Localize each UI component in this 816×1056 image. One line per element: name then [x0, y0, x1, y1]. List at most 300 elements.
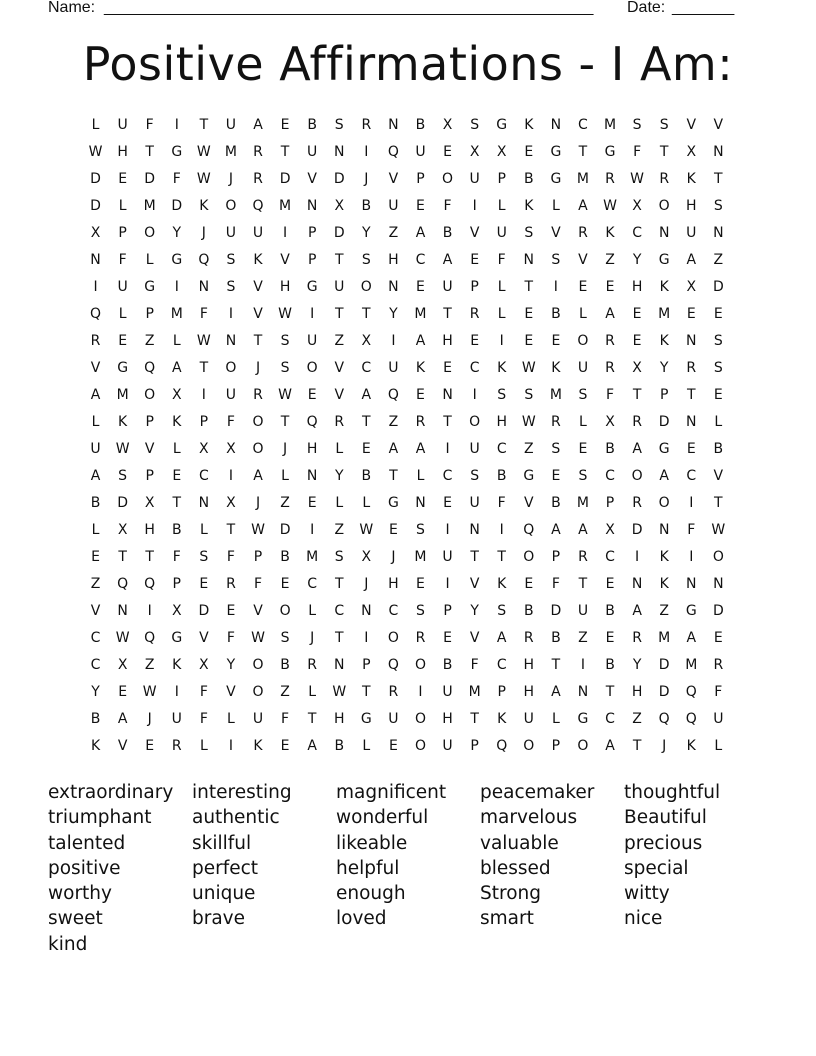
grid-letter[interactable]: G	[577, 711, 589, 727]
grid-letter[interactable]: K	[253, 738, 263, 754]
grid-letter[interactable]: K	[551, 360, 561, 376]
grid-letter[interactable]: G	[523, 468, 535, 484]
grid-letter[interactable]: I	[228, 738, 233, 754]
grid-letter[interactable]: H	[333, 711, 345, 727]
grid-letter[interactable]: E	[686, 441, 696, 457]
grid-letter[interactable]: E	[388, 738, 398, 754]
grid-letter[interactable]: K	[524, 198, 534, 214]
grid-letter[interactable]: U	[225, 225, 237, 241]
grid-letter[interactable]: O	[252, 684, 264, 700]
grid-letter[interactable]: S	[524, 225, 534, 241]
grid-letter[interactable]: F	[118, 252, 127, 268]
grid-letter[interactable]: U	[388, 360, 399, 376]
grid-letter[interactable]: U	[496, 225, 507, 241]
grid-letter[interactable]: A	[415, 225, 426, 241]
grid-letter[interactable]: L	[497, 306, 506, 322]
grid-letter[interactable]: S	[280, 360, 290, 376]
grid-letter[interactable]: X	[117, 522, 128, 538]
grid-letter[interactable]: J	[364, 171, 369, 187]
grid-letter[interactable]: E	[470, 252, 480, 268]
grid-letter[interactable]: J	[228, 171, 233, 187]
grid-letter[interactable]: W	[332, 684, 347, 700]
grid-letter[interactable]: S	[713, 333, 723, 349]
grid-letter[interactable]: V	[280, 252, 290, 268]
grid-letter[interactable]: A	[686, 252, 697, 268]
grid-letter[interactable]: A	[632, 441, 642, 457]
grid-letter[interactable]: I	[445, 576, 450, 592]
grid-letter[interactable]: T	[362, 684, 371, 700]
grid-letter[interactable]: R	[334, 414, 345, 430]
grid-letter[interactable]: N	[469, 522, 480, 538]
grid-letter[interactable]: K	[605, 225, 615, 241]
grid-letter[interactable]: L	[91, 522, 100, 538]
grid-letter[interactable]: P	[551, 549, 561, 565]
grid-letter[interactable]: J	[255, 495, 261, 511]
grid-letter[interactable]: S	[361, 252, 371, 268]
grid-letter[interactable]: K	[90, 738, 101, 754]
grid-letter[interactable]: B	[523, 171, 534, 187]
grid-letter[interactable]: I	[689, 495, 694, 511]
grid-letter[interactable]: B	[90, 711, 101, 727]
grid-letter[interactable]: I	[174, 117, 179, 133]
grid-letter[interactable]: I	[174, 684, 179, 700]
grid-letter[interactable]: J	[201, 225, 206, 241]
grid-letter[interactable]: Y	[226, 657, 236, 673]
grid-letter[interactable]: H	[685, 198, 697, 214]
grid-letter[interactable]: L	[579, 306, 587, 322]
grid-letter[interactable]: K	[199, 198, 209, 214]
grid-letter[interactable]: A	[90, 387, 101, 403]
grid-letter[interactable]: C	[442, 468, 453, 484]
grid-letter[interactable]: T	[118, 549, 127, 565]
grid-letter[interactable]: U	[225, 117, 237, 133]
grid-letter[interactable]: X	[226, 495, 236, 511]
grid-letter[interactable]: V	[90, 360, 101, 376]
grid-letter[interactable]: T	[334, 576, 344, 592]
grid-letter[interactable]: B	[551, 495, 561, 511]
grid-letter[interactable]: E	[551, 333, 561, 349]
grid-letter[interactable]: M	[170, 306, 183, 322]
grid-letter[interactable]: K	[497, 711, 507, 727]
grid-letter[interactable]: P	[118, 225, 127, 241]
grid-letter[interactable]: Z	[523, 441, 534, 457]
grid-letter[interactable]: S	[551, 252, 561, 268]
grid-letter[interactable]: Y	[91, 684, 100, 700]
grid-letter[interactable]: S	[578, 387, 588, 403]
grid-letter[interactable]: J	[662, 738, 667, 754]
grid-letter[interactable]: B	[280, 657, 290, 673]
grid-letter[interactable]: L	[362, 738, 371, 754]
grid-letter[interactable]: P	[307, 225, 317, 241]
grid-letter[interactable]: D	[117, 495, 128, 511]
grid-letter[interactable]: O	[523, 549, 535, 565]
grid-letter[interactable]: Z	[334, 522, 345, 538]
grid-letter[interactable]: D	[198, 603, 210, 619]
grid-letter[interactable]: S	[470, 468, 480, 484]
grid-letter[interactable]: T	[659, 144, 669, 160]
grid-letter[interactable]: M	[143, 198, 156, 214]
grid-letter[interactable]: Z	[334, 333, 345, 349]
grid-letter[interactable]: B	[551, 306, 561, 322]
grid-letter[interactable]: V	[388, 171, 399, 187]
grid-letter[interactable]: U	[334, 279, 345, 295]
grid-letter[interactable]: T	[605, 684, 615, 700]
grid-letter[interactable]: Z	[144, 333, 155, 349]
grid-letter[interactable]: Y	[470, 603, 479, 619]
grid-letter[interactable]: E	[443, 630, 452, 646]
grid-letter[interactable]: E	[713, 630, 723, 646]
grid-letter[interactable]: Q	[387, 387, 399, 403]
grid-letter[interactable]: P	[253, 549, 263, 565]
grid-letter[interactable]: V	[226, 684, 236, 700]
grid-letter[interactable]: E	[578, 279, 588, 295]
grid-letter[interactable]: O	[658, 198, 670, 214]
grid-letter[interactable]: T	[470, 549, 479, 565]
grid-letter[interactable]: E	[605, 576, 615, 592]
grid-letter[interactable]: F	[226, 630, 235, 646]
grid-letter[interactable]: V	[469, 630, 480, 646]
grid-letter[interactable]: G	[171, 252, 183, 268]
grid-letter[interactable]: A	[632, 603, 642, 619]
grid-letter[interactable]: E	[443, 495, 452, 511]
grid-letter[interactable]: T	[632, 387, 642, 403]
grid-letter[interactable]: B	[334, 738, 345, 754]
grid-letter[interactable]: H	[117, 144, 128, 160]
grid-letter[interactable]: Q	[496, 738, 508, 754]
grid-letter[interactable]: Y	[362, 225, 371, 241]
grid-letter[interactable]: I	[580, 657, 586, 673]
grid-letter[interactable]: L	[497, 279, 506, 295]
grid-letter[interactable]: Q	[387, 144, 399, 160]
grid-letter[interactable]: V	[144, 441, 155, 457]
grid-letter[interactable]: P	[443, 603, 452, 619]
grid-letter[interactable]: Q	[144, 360, 156, 376]
grid-letter[interactable]: D	[144, 171, 156, 187]
grid-letter[interactable]: K	[415, 360, 426, 376]
grid-letter[interactable]: F	[226, 414, 235, 430]
grid-letter[interactable]: A	[551, 684, 561, 700]
grid-letter[interactable]: S	[199, 549, 209, 565]
grid-letter[interactable]: J	[255, 360, 261, 376]
grid-letter[interactable]: B	[496, 468, 507, 484]
grid-letter[interactable]: R	[361, 117, 372, 133]
grid-letter[interactable]: P	[145, 306, 154, 322]
grid-letter[interactable]: V	[307, 171, 317, 187]
grid-letter[interactable]: M	[468, 684, 481, 700]
grid-letter[interactable]: R	[226, 576, 236, 592]
grid-letter[interactable]: S	[118, 468, 128, 484]
grid-letter[interactable]: O	[414, 738, 426, 754]
grid-letter[interactable]: H	[388, 576, 399, 592]
grid-letter[interactable]: T	[199, 117, 209, 133]
grid-letter[interactable]: P	[416, 171, 425, 187]
grid-letter[interactable]: N	[361, 603, 372, 619]
grid-letter[interactable]: F	[605, 387, 615, 403]
date-blank[interactable]: _______	[672, 0, 735, 16]
grid-letter[interactable]: T	[686, 387, 696, 403]
grid-letter[interactable]: P	[605, 495, 615, 511]
grid-letter[interactable]: N	[334, 144, 345, 160]
grid-letter[interactable]: Q	[198, 252, 210, 268]
grid-letter[interactable]: N	[225, 333, 237, 349]
grid-letter[interactable]: K	[659, 279, 669, 295]
grid-letter[interactable]: G	[306, 279, 318, 295]
grid-letter[interactable]: Z	[632, 711, 642, 727]
grid-letter[interactable]: O	[252, 414, 264, 430]
grid-letter[interactable]: Z	[659, 603, 669, 619]
grid-letter[interactable]: E	[416, 279, 425, 295]
grid-letter[interactable]: L	[199, 738, 208, 754]
grid-letter[interactable]: S	[470, 117, 480, 133]
grid-letter[interactable]: F	[226, 549, 235, 565]
grid-letter[interactable]: U	[469, 495, 480, 511]
grid-letter[interactable]: N	[713, 576, 724, 592]
grid-letter[interactable]: F	[470, 657, 479, 673]
grid-letter[interactable]: C	[686, 468, 697, 484]
grid-letter[interactable]: D	[658, 414, 670, 430]
grid-letter[interactable]: W	[278, 306, 292, 322]
grid-letter[interactable]: K	[659, 576, 669, 592]
grid-letter[interactable]: D	[333, 171, 345, 187]
grid-letter[interactable]: V	[334, 360, 345, 376]
grid-letter[interactable]: N	[198, 495, 210, 511]
grid-letter[interactable]: G	[171, 144, 183, 160]
grid-letter[interactable]: K	[497, 576, 507, 592]
grid-letter[interactable]: T	[551, 657, 561, 673]
grid-letter[interactable]: I	[310, 306, 315, 322]
grid-letter[interactable]: E	[632, 306, 642, 322]
grid-letter[interactable]: V	[686, 117, 697, 133]
grid-letter[interactable]: A	[90, 468, 101, 484]
grid-letter[interactable]: H	[631, 684, 643, 700]
grid-letter[interactable]: F	[199, 711, 208, 727]
grid-letter[interactable]: E	[443, 360, 452, 376]
grid-letter[interactable]: I	[174, 279, 179, 295]
grid-letter[interactable]: X	[605, 522, 615, 538]
grid-letter[interactable]: N	[415, 495, 426, 511]
name-blank[interactable]: _______________________________________________________	[104, 0, 594, 16]
grid-letter[interactable]: Z	[388, 225, 399, 241]
grid-letter[interactable]: K	[686, 738, 696, 754]
grid-letter[interactable]: C	[334, 603, 345, 619]
grid-letter[interactable]: W	[88, 144, 103, 160]
grid-letter[interactable]: H	[523, 657, 535, 673]
grid-letter[interactable]: C	[496, 657, 507, 673]
grid-letter[interactable]: K	[659, 549, 669, 565]
grid-letter[interactable]: O	[414, 711, 426, 727]
grid-letter[interactable]: I	[228, 468, 233, 484]
grid-letter[interactable]: C	[469, 360, 480, 376]
grid-letter[interactable]: R	[253, 144, 263, 160]
grid-letter[interactable]: T	[253, 333, 263, 349]
grid-letter[interactable]: V	[469, 225, 480, 241]
grid-letter[interactable]: F	[551, 576, 560, 592]
grid-letter[interactable]: Y	[659, 360, 669, 376]
grid-letter[interactable]: R	[307, 657, 318, 673]
grid-letter[interactable]: U	[577, 603, 589, 619]
grid-letter[interactable]: D	[279, 522, 291, 538]
grid-letter[interactable]: M	[279, 198, 292, 214]
grid-letter[interactable]: M	[116, 387, 129, 403]
grid-letter[interactable]: U	[713, 711, 724, 727]
grid-letter[interactable]: L	[118, 198, 127, 214]
grid-letter[interactable]: P	[659, 387, 669, 403]
grid-letter[interactable]: X	[334, 198, 345, 214]
grid-letter[interactable]: E	[118, 333, 128, 349]
grid-letter[interactable]: B	[713, 441, 724, 457]
grid-letter[interactable]: Z	[144, 657, 155, 673]
grid-letter[interactable]: T	[145, 144, 154, 160]
grid-letter[interactable]: A	[551, 522, 561, 538]
grid-letter[interactable]: X	[117, 657, 128, 673]
grid-letter[interactable]: I	[472, 387, 477, 403]
grid-letter[interactable]: I	[93, 279, 98, 295]
grid-letter[interactable]: U	[442, 549, 453, 565]
grid-letter[interactable]: F	[145, 117, 154, 133]
grid-letter[interactable]: O	[306, 360, 318, 376]
grid-letter[interactable]: O	[144, 225, 156, 241]
grid-letter[interactable]: M	[576, 495, 589, 511]
grid-letter[interactable]: E	[632, 333, 642, 349]
grid-letter[interactable]: H	[279, 279, 291, 295]
grid-letter[interactable]: X	[442, 117, 453, 133]
grid-letter[interactable]: U	[442, 684, 453, 700]
grid-letter[interactable]: C	[605, 468, 615, 484]
grid-letter[interactable]: H	[306, 441, 318, 457]
grid-letter[interactable]: X	[632, 198, 642, 214]
grid-letter[interactable]: E	[118, 684, 128, 700]
grid-letter[interactable]: N	[442, 387, 453, 403]
grid-letter[interactable]: H	[496, 414, 507, 430]
grid-letter[interactable]: G	[550, 171, 562, 187]
grid-letter[interactable]: I	[445, 441, 450, 457]
grid-letter[interactable]: R	[469, 306, 480, 322]
grid-letter[interactable]: G	[685, 603, 697, 619]
grid-letter[interactable]: P	[199, 414, 209, 430]
grid-letter[interactable]: B	[361, 468, 372, 484]
grid-letter[interactable]: F	[199, 306, 208, 322]
grid-letter[interactable]: A	[659, 468, 669, 484]
grid-letter[interactable]: T	[524, 279, 534, 295]
grid-letter[interactable]: J	[283, 441, 288, 457]
grid-letter[interactable]: S	[416, 603, 425, 619]
grid-letter[interactable]: G	[658, 252, 670, 268]
grid-letter[interactable]: J	[147, 711, 152, 727]
grid-letter[interactable]: X	[226, 441, 236, 457]
grid-letter[interactable]: F	[497, 252, 506, 268]
grid-letter[interactable]: W	[251, 522, 265, 538]
grid-letter[interactable]: X	[144, 495, 155, 511]
grid-letter[interactable]: R	[415, 414, 426, 430]
grid-letter[interactable]: V	[578, 252, 588, 268]
grid-letter[interactable]: V	[117, 738, 128, 754]
grid-letter[interactable]: L	[227, 711, 235, 727]
grid-letter[interactable]: A	[388, 441, 399, 457]
grid-letter[interactable]: P	[470, 279, 479, 295]
grid-letter[interactable]: G	[144, 279, 156, 295]
grid-letter[interactable]: E	[361, 441, 371, 457]
grid-letter[interactable]: P	[551, 738, 561, 754]
grid-letter[interactable]: M	[414, 549, 427, 565]
grid-letter[interactable]: G	[658, 441, 670, 457]
grid-letter[interactable]: S	[713, 198, 723, 214]
grid-letter[interactable]: V	[199, 630, 209, 646]
grid-letter[interactable]: O	[469, 414, 481, 430]
grid-letter[interactable]: O	[279, 603, 291, 619]
grid-letter[interactable]: I	[499, 333, 504, 349]
grid-letter[interactable]: L	[579, 414, 587, 430]
grid-letter[interactable]: V	[713, 117, 724, 133]
grid-letter[interactable]: E	[605, 279, 615, 295]
grid-letter[interactable]: Z	[605, 252, 615, 268]
grid-letter[interactable]: H	[388, 252, 399, 268]
grid-letter[interactable]: S	[551, 441, 561, 457]
grid-letter[interactable]: N	[198, 279, 210, 295]
grid-letter[interactable]: F	[714, 684, 723, 700]
grid-letter[interactable]: E	[713, 306, 723, 322]
grid-letter[interactable]: F	[172, 549, 181, 565]
grid-letter[interactable]: N	[388, 279, 399, 295]
grid-letter[interactable]: B	[280, 549, 290, 565]
grid-letter[interactable]: S	[578, 468, 588, 484]
grid-letter[interactable]: R	[686, 360, 697, 376]
grid-letter[interactable]: P	[307, 252, 317, 268]
grid-letter[interactable]: M	[658, 306, 671, 322]
grid-letter[interactable]: Y	[172, 225, 182, 241]
grid-letter[interactable]: U	[577, 360, 589, 376]
grid-letter[interactable]: D	[658, 657, 670, 673]
grid-letter[interactable]: C	[415, 252, 426, 268]
grid-letter[interactable]: U	[388, 198, 399, 214]
grid-letter[interactable]: O	[523, 738, 535, 754]
grid-letter[interactable]: I	[472, 198, 477, 214]
grid-letter[interactable]: U	[252, 225, 264, 241]
grid-letter[interactable]: T	[497, 549, 506, 565]
grid-letter[interactable]: P	[145, 414, 154, 430]
grid-letter[interactable]: D	[279, 171, 291, 187]
grid-letter[interactable]: E	[388, 522, 398, 538]
grid-letter[interactable]: I	[418, 684, 423, 700]
grid-letter[interactable]: B	[361, 198, 372, 214]
grid-letter[interactable]: E	[524, 306, 534, 322]
grid-letter[interactable]: D	[90, 171, 101, 187]
grid-letter[interactable]: E	[524, 576, 534, 592]
grid-letter[interactable]: U	[252, 711, 264, 727]
grid-letter[interactable]: X	[199, 657, 209, 673]
grid-letter[interactable]: Q	[117, 576, 129, 592]
grid-letter[interactable]: T	[362, 414, 371, 430]
grid-letter[interactable]: I	[228, 306, 233, 322]
grid-letter[interactable]: C	[578, 117, 588, 133]
grid-letter[interactable]: O	[442, 171, 454, 187]
grid-letter[interactable]: E	[307, 387, 317, 403]
grid-letter[interactable]: O	[577, 333, 589, 349]
grid-letter[interactable]: W	[142, 684, 157, 700]
grid-letter[interactable]: L	[308, 603, 317, 619]
grid-letter[interactable]: L	[335, 441, 344, 457]
grid-letter[interactable]: G	[604, 144, 616, 160]
grid-letter[interactable]: C	[605, 711, 615, 727]
grid-letter[interactable]: A	[686, 630, 697, 646]
grid-letter[interactable]: K	[172, 657, 182, 673]
grid-letter[interactable]: U	[469, 441, 480, 457]
grid-letter[interactable]: R	[605, 171, 615, 187]
grid-letter[interactable]: S	[280, 630, 290, 646]
grid-letter[interactable]: B	[90, 495, 101, 511]
grid-letter[interactable]: A	[605, 738, 615, 754]
grid-letter[interactable]: V	[551, 225, 561, 241]
grid-letter[interactable]: J	[310, 630, 315, 646]
